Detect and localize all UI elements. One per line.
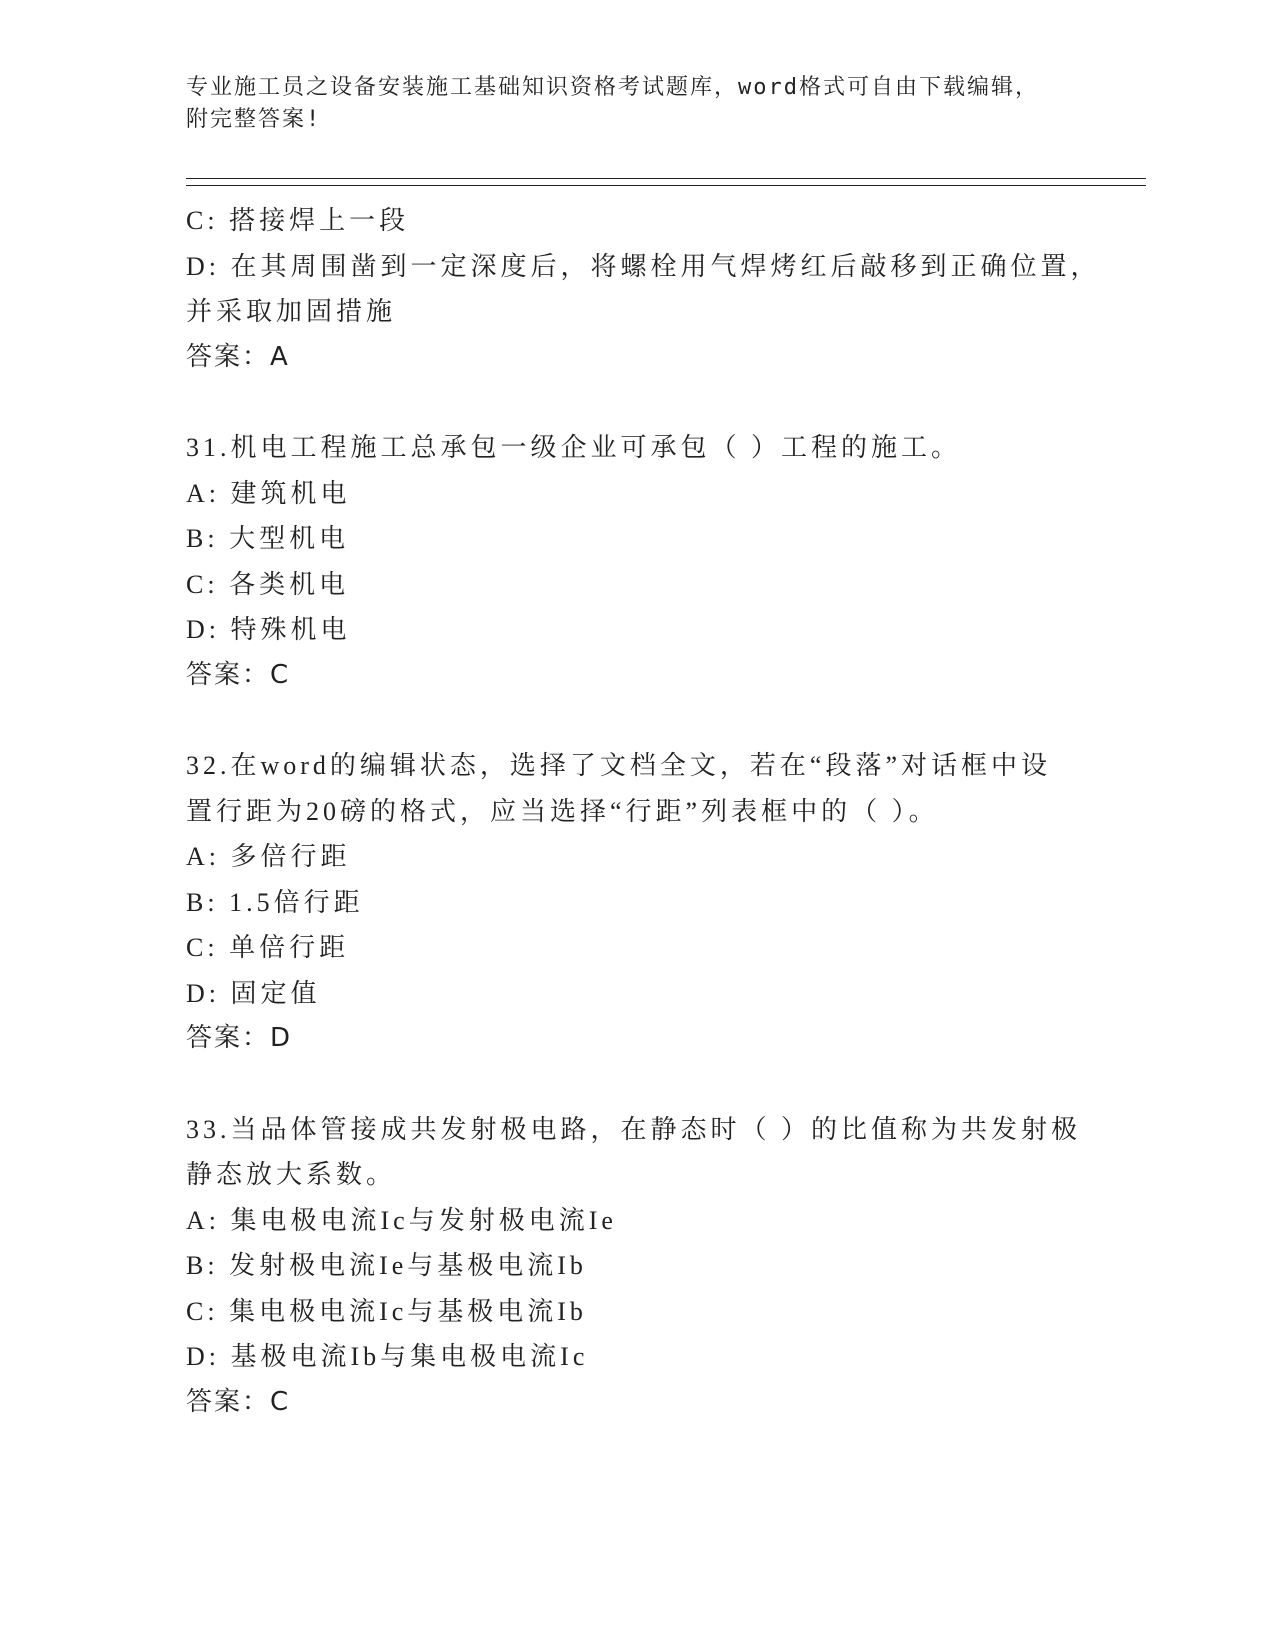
question-block-32 [186, 743, 1146, 1062]
option-b: B: 大型机电 [186, 524, 350, 553]
option-c: C: 搭接焊上一段 [186, 206, 410, 235]
option-a: A: 建筑机电 [186, 478, 351, 508]
option-d-line-1: D: 在其周围凿到一定深度后，将螺栓用气焊烤红后敲移到正确位置， [186, 251, 1101, 281]
option-d-line-2: 并采取加固措施 [186, 297, 397, 326]
document-header-line-2: 附完整答案! [186, 107, 322, 132]
header-double-rule [186, 178, 1146, 186]
question-text-line-2: 置行距为20磅的格式，应当选择“行距”列表框中的（ ）。 [186, 796, 939, 826]
answer: 答案：C [186, 1386, 291, 1417]
question-text: 31.机电工程施工总承包一级企业可承包（ ）工程的施工。 [186, 433, 962, 462]
option-c: C: 单倍行距 [186, 933, 350, 962]
spacer [186, 380, 1146, 425]
option-a: A: 集电极电流Ic与发射极电流Ie [186, 1205, 617, 1235]
question-text-line-1: 33.当品体管接成共发射极电路，在静态时（ ）的比值称为共发射极 [186, 1114, 1082, 1144]
question-text-line-1: 32.在word的编辑状态，选择了文档全文，若在“段落”对话框中设 [186, 751, 1052, 780]
option-b: B: 发射极电流Ie与基极电流Ib [186, 1251, 587, 1280]
option-a: A: 多倍行距 [186, 842, 351, 871]
document-page [186, 72, 1146, 1425]
question-list [186, 198, 1146, 1425]
spacer [186, 698, 1146, 743]
document-header-line-1: 专业施工员之设备安装施工基础知识资格考试题库，word格式可自由下载编辑， [186, 75, 1039, 100]
spacer [186, 1062, 1146, 1107]
answer: 答案：A [186, 341, 290, 372]
question-block-33 [186, 1107, 1146, 1426]
question-text-line-2: 静态放大系数。 [186, 1160, 397, 1189]
option-d: D: 特殊机电 [186, 615, 351, 644]
answer: 答案：D [186, 1023, 293, 1053]
answer: 答案：C [186, 659, 291, 690]
option-c: C: 集电极电流Ic与基极电流Ib [186, 1296, 587, 1326]
option-c: C: 各类机电 [186, 569, 350, 599]
option-d: D: 基极电流Ib与集电极电流Ic [186, 1342, 589, 1371]
question-block-31 [186, 425, 1146, 698]
option-b: B: 1.5倍行距 [186, 887, 364, 917]
question-block-continued [186, 198, 1146, 380]
option-d: D: 固定值 [186, 978, 321, 1008]
